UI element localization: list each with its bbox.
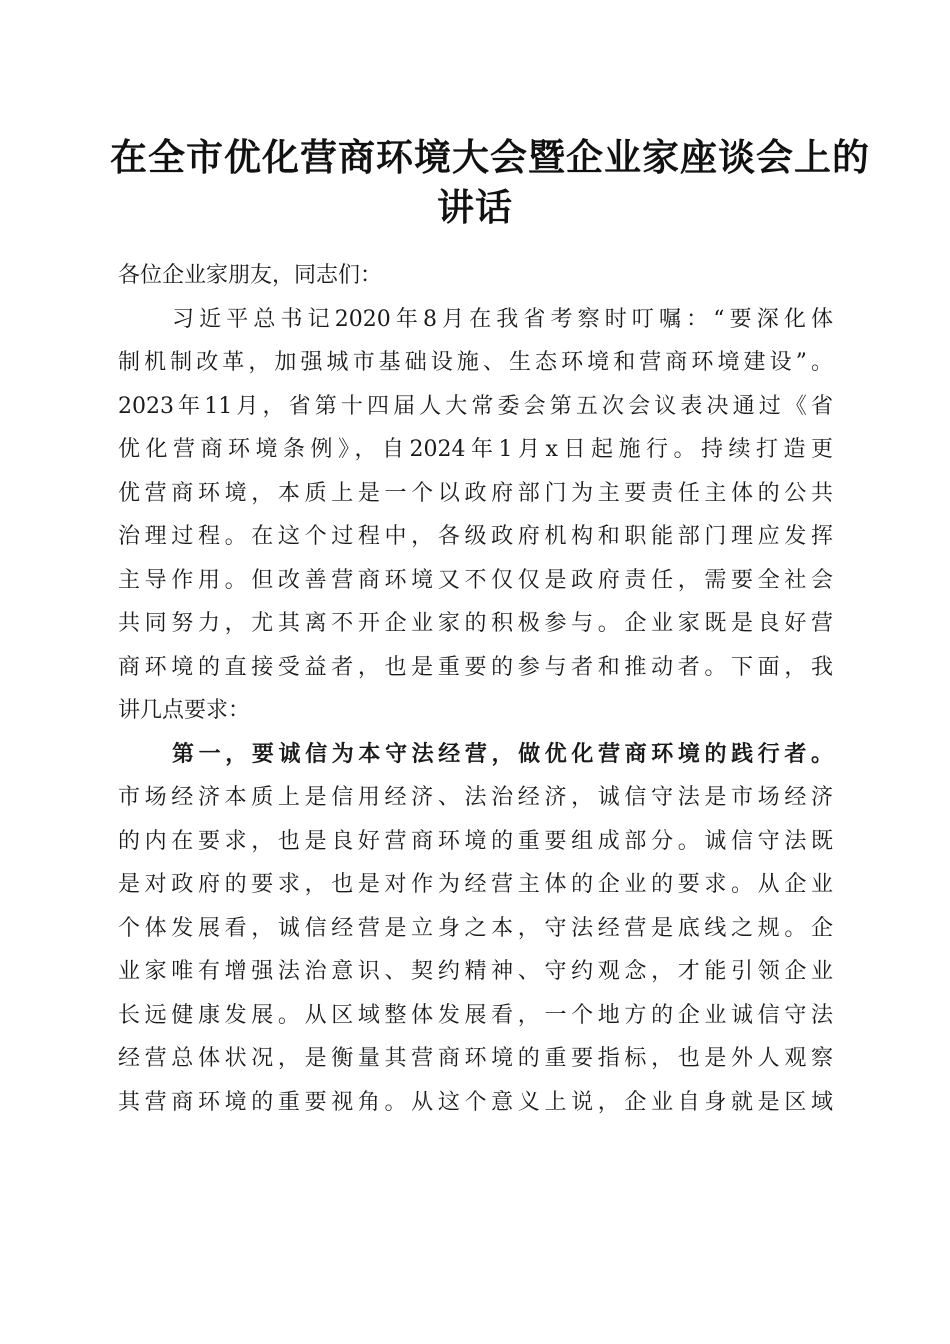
salutation: 各位企业家朋友，同志们： xyxy=(118,263,383,288)
document-title xyxy=(110,132,870,232)
title-line-2: 讲话 xyxy=(437,185,513,229)
paragraph-1 xyxy=(118,298,833,733)
paragraph-line: 习近平总书记2020年8月在我省考察时叮嘱：“要深化体 xyxy=(172,306,833,332)
section-heading-first: 第一，要诚信为本守法经营，做优化营商环境的践行者。 xyxy=(172,740,833,767)
paragraph-line: 的内在要求，也是良好营商环境的重要组成部分。诚信守法既 xyxy=(118,828,833,854)
paragraph-line: 优化营商环境条例》，自2024年1月x日起施行。持续打造更 xyxy=(118,437,833,462)
paragraph-line: 主导作用。但改善营商环境又不仅仅是政府责任，需要全社会 xyxy=(118,567,833,593)
paragraph-line: 经营总体状况，是衡量其营商环境的重要指标，也是外人观察 xyxy=(118,1046,833,1071)
paragraph-line: 业家唯有增强法治意识、契约精神、守约观念，才能引领企业 xyxy=(118,959,833,984)
paragraph-line: 2023年11月，省第十四届人大常委会第五次会议表决通过《省 xyxy=(118,393,833,419)
paragraph-line: 制机制改革，加强城市基础设施、生态环境和营商环境建设”。 xyxy=(118,350,833,375)
document-body xyxy=(118,254,833,1124)
title-line-1: 在全市优化营商环境大会暨企业家座谈会上的 xyxy=(110,135,870,179)
paragraph-2 xyxy=(118,733,833,1125)
paragraph-line: 市场经济本质上是信用经济、法治经济，诚信守法是市场经济 xyxy=(118,785,833,810)
paragraph-line: 共同努力，尤其离不开企业家的积极参与。企业家既是良好营 xyxy=(118,611,833,636)
paragraph-line: 是对政府的要求，也是对作为经营主体的企业的要求。从企业 xyxy=(118,872,833,897)
paragraph-line: 个体发展看，诚信经营是立身之本，守法经营是底线之规。企 xyxy=(118,915,833,941)
paragraph-line: 长远健康发展。从区域整体发展看，一个地方的企业诚信守法 xyxy=(118,1002,833,1028)
paragraph-line: 治理过程。在这个过程中，各级政府机构和职能部门理应发挥 xyxy=(118,524,833,549)
paragraph-line: 其营商环境的重要视角。从这个意义上说，企业自身就是区域 xyxy=(118,1089,833,1115)
paragraph-line: 讲几点要求： xyxy=(118,698,251,723)
paragraph-line: 商环境的直接受益者，也是重要的参与者和推动者。下面，我 xyxy=(118,654,833,680)
paragraph-line: 优营商环境，本质上是一个以政府部门为主要责任主体的公共 xyxy=(118,480,833,506)
